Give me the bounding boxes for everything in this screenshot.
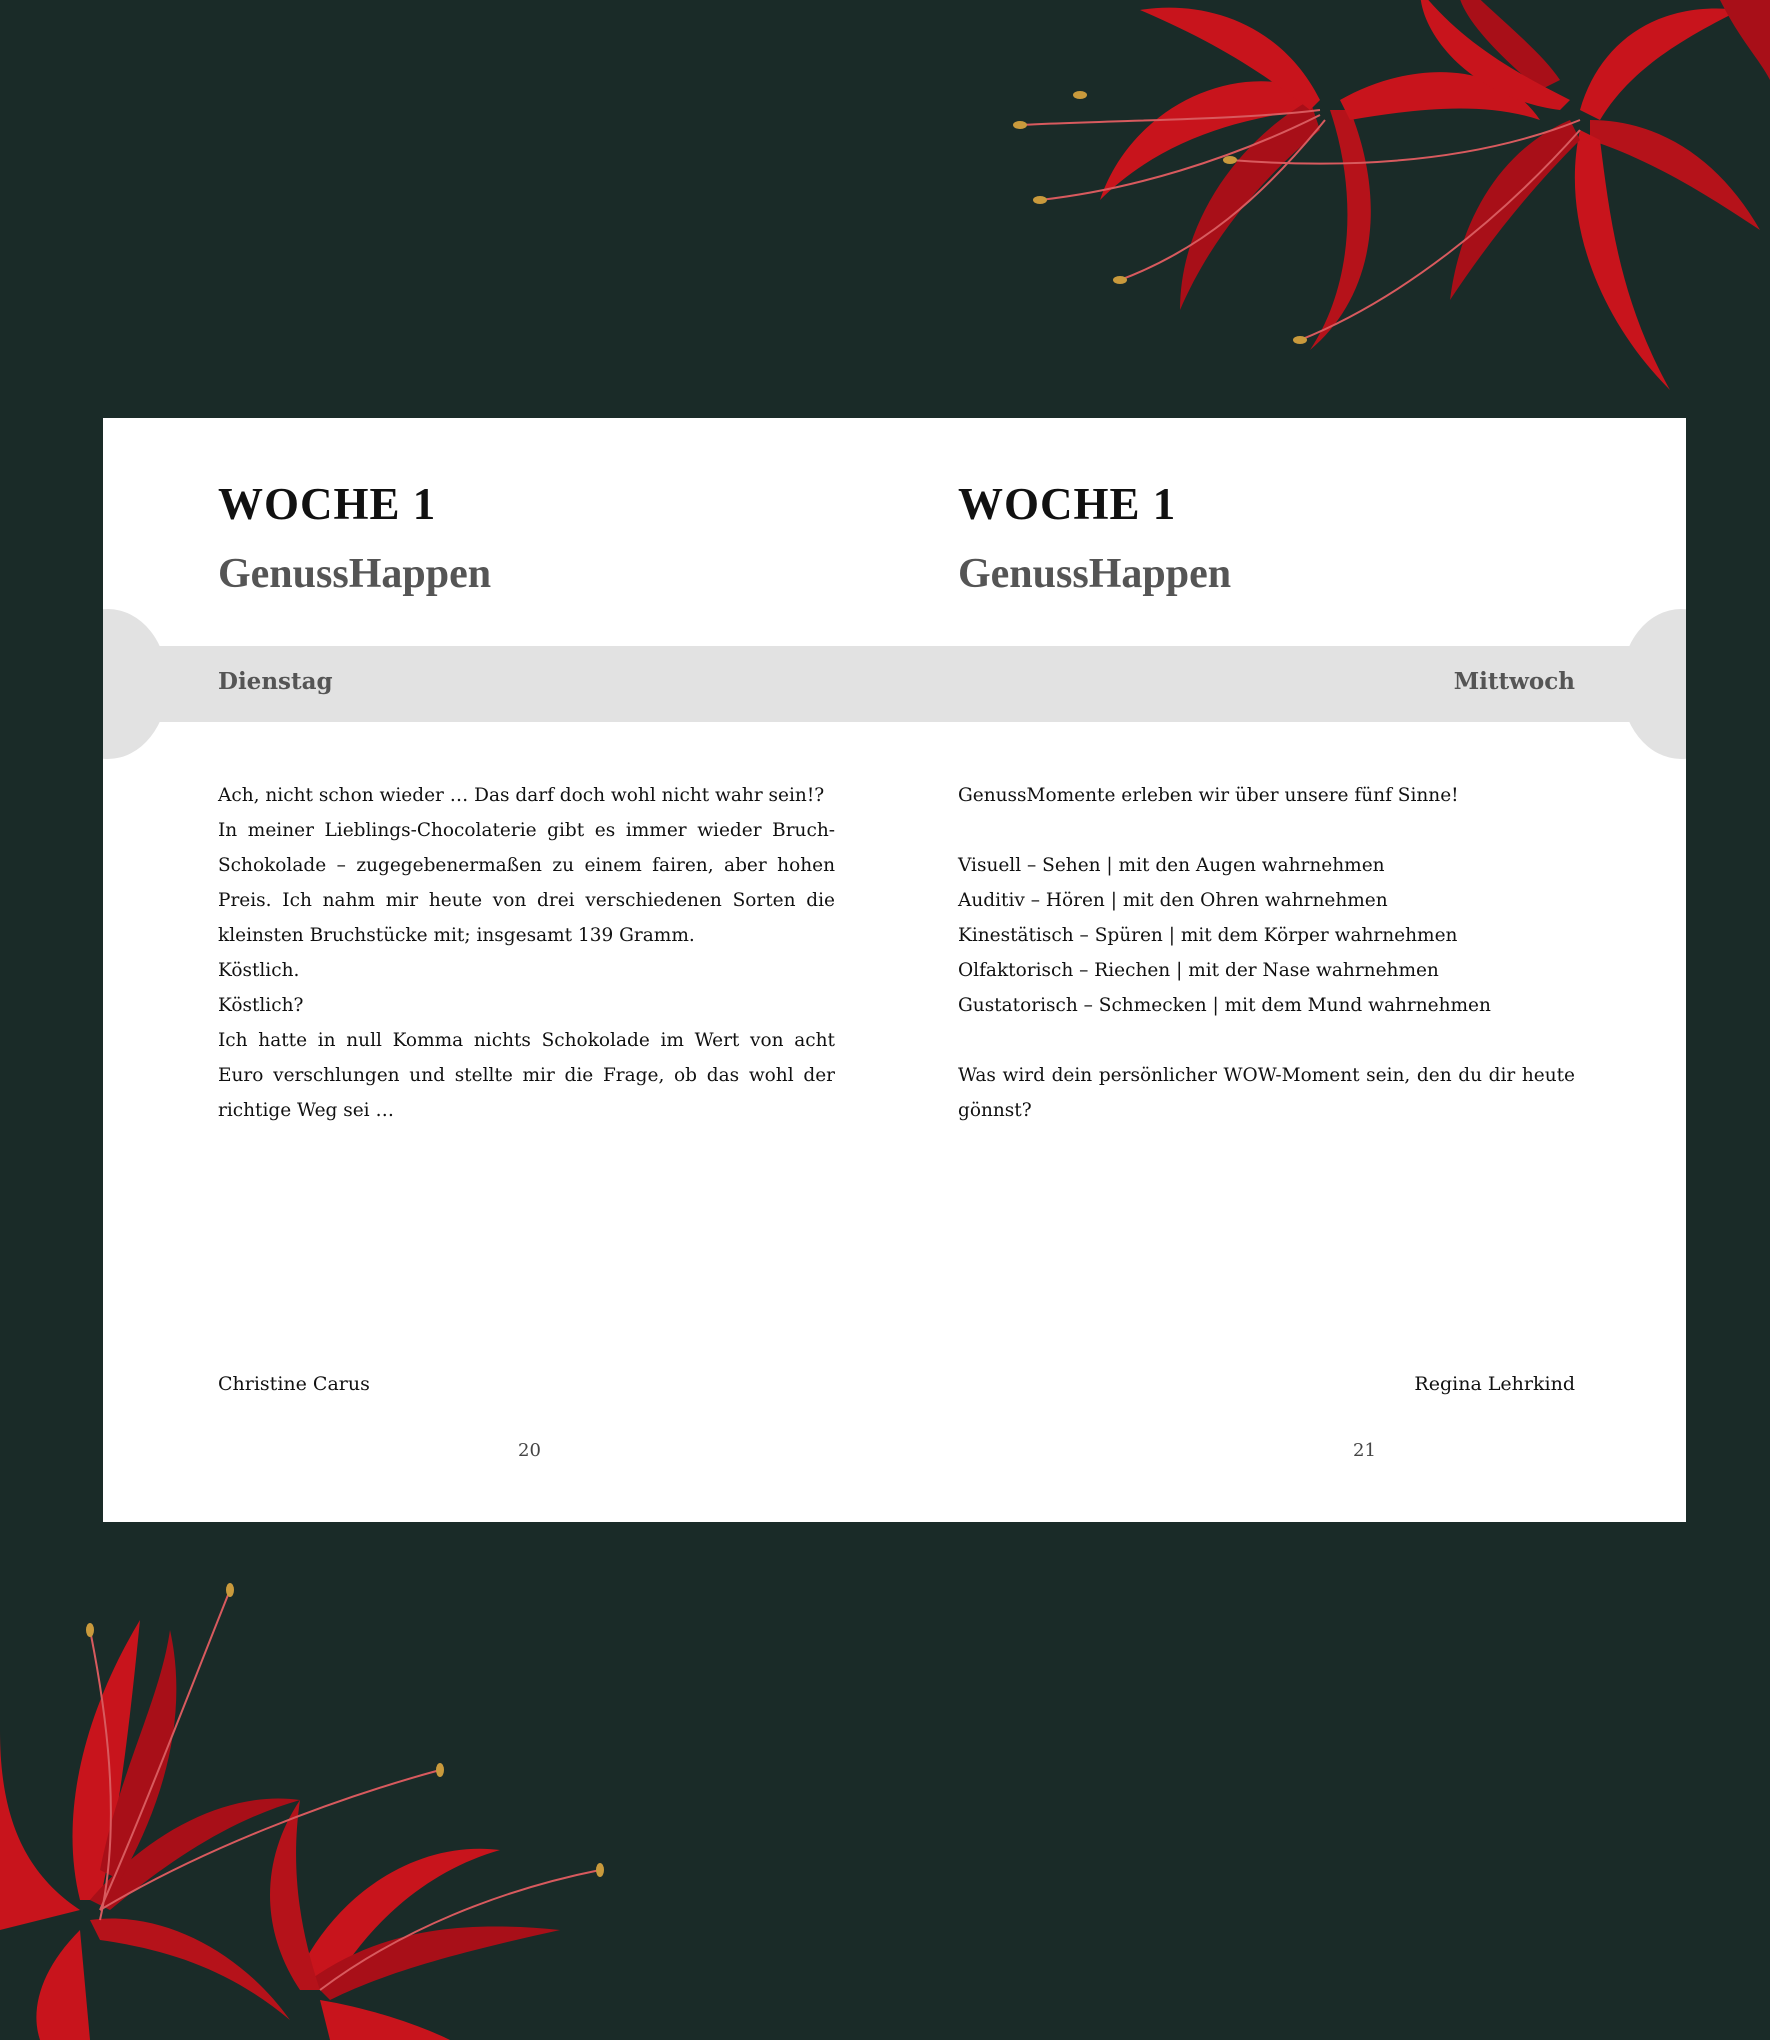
body-text [958, 778, 1575, 1128]
day-label: Dienstag [218, 668, 333, 695]
left-page [218, 418, 835, 1522]
band-tab-right [1621, 609, 1686, 759]
right-page [958, 418, 1575, 1522]
flower-illustration-bottom [0, 1570, 700, 2040]
sense-item: Kinestätisch – Spüren | mit dem Körper wahrnehmen [958, 925, 1458, 946]
sense-item: Visuell – Sehen | mit den Augen wahrnehmen [958, 855, 1385, 876]
author-name: Regina Lehrkind [1414, 1373, 1575, 1395]
subtitle: GenussHappen [958, 551, 1232, 597]
book-spread [103, 418, 1686, 1522]
week-title: WOCHE 1 [218, 479, 437, 529]
page-number: 21 [1353, 1440, 1376, 1461]
paragraph: Ach, nicht schon wieder … Das darf doch wohl nicht wahr sein!? [218, 785, 825, 806]
paragraph: Ich hatte in null Komma nichts Schokolade im Wert von acht Euro verschlungen und stellte mir die Frage, ob das wohl der richtige Weg sei … [218, 1030, 835, 1121]
paragraph: Köstlich. [218, 960, 300, 981]
subtitle: GenussHappen [218, 551, 492, 597]
day-label: Mittwoch [1453, 668, 1575, 695]
author-name: Christine Carus [218, 1373, 370, 1395]
intro-line: GenussMomente erleben wir über unsere fünf Sinne! [958, 785, 1459, 806]
page-number: 20 [518, 1440, 541, 1461]
sense-item: Gustatorisch – Schmecken | mit dem Mund wahrnehmen [958, 995, 1491, 1016]
sense-item: Olfaktorisch – Riechen | mit der Nase wahrnehmen [958, 960, 1439, 981]
week-title: WOCHE 1 [958, 479, 1177, 529]
question: Was wird dein persönlicher WOW-Moment sein, den du dir heute gönnst? [958, 1065, 1575, 1121]
sense-item: Auditiv – Hören | mit den Ohren wahrnehmen [958, 890, 1388, 911]
flower-illustration-top [980, 0, 1770, 420]
paragraph: Köstlich? [218, 995, 304, 1016]
paragraph: In meiner Lieblings-Chocolaterie gibt es immer wieder Bruch- Schokolade – zugegebenermaßen zu einem fairen, aber hohen Preis. Ich nahm mir heute von drei verschiedenen Sorten die kleinsten Bruchstücke mit; insgesamt 139 Gramm. [218, 820, 835, 946]
band-tab-left [103, 609, 168, 759]
body-text [218, 778, 835, 1128]
